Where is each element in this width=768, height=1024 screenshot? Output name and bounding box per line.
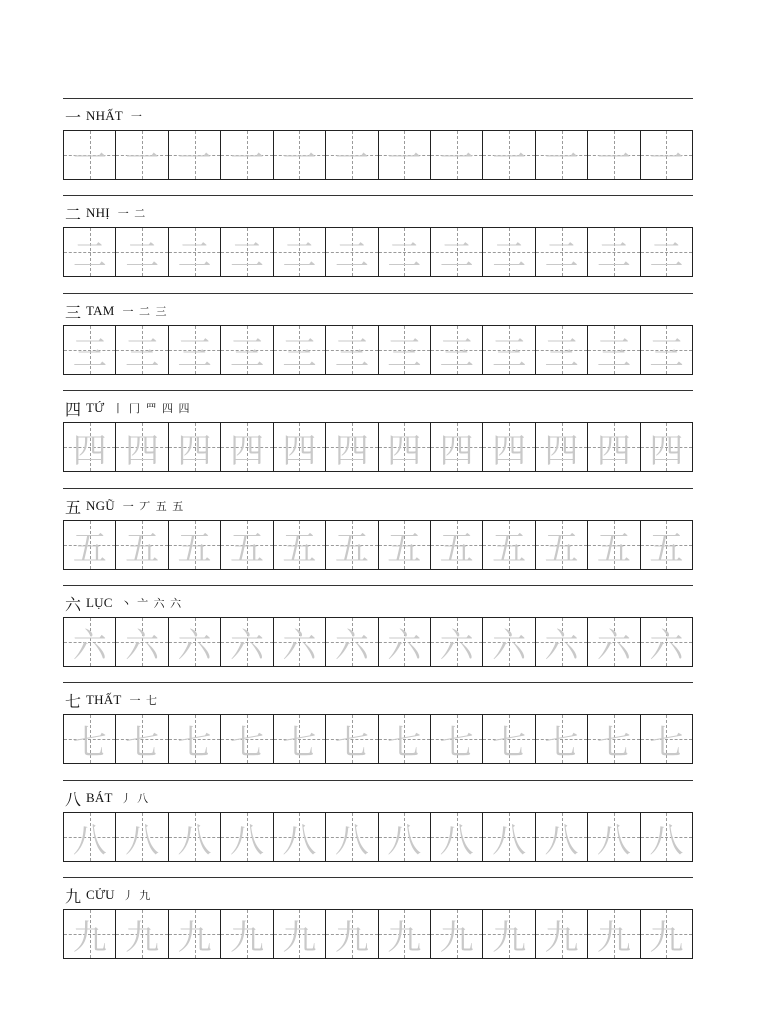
trace-character: 一 (596, 138, 631, 179)
trace-character: 三 (334, 333, 369, 374)
stroke-order: 丨 冂 罒 四 四 (112, 402, 191, 415)
trace-character: 七 (177, 722, 212, 763)
trace-character: 九 (72, 917, 107, 958)
trace-character: 三 (544, 333, 579, 374)
practice-cell[interactable] (379, 131, 431, 179)
practice-cell[interactable] (169, 618, 221, 666)
practice-cell[interactable] (379, 813, 431, 861)
character-section (63, 390, 693, 474)
trace-character: 四 (282, 430, 317, 471)
practice-cell[interactable] (431, 228, 483, 276)
trace-character: 七 (544, 722, 579, 763)
practice-cell[interactable] (326, 910, 378, 958)
trace-character: 一 (649, 138, 684, 179)
trace-character: 七 (125, 722, 160, 763)
trace-character: 五 (229, 528, 264, 569)
sino-vietnamese-reading: NGŨ (86, 498, 115, 513)
practice-cell[interactable] (536, 228, 588, 276)
trace-character: 六 (72, 625, 107, 666)
trace-character: 九 (125, 917, 160, 958)
trace-character: 六 (439, 625, 474, 666)
practice-grid-row (63, 714, 693, 764)
section-divider (63, 488, 693, 489)
practice-cell[interactable] (641, 910, 692, 958)
practice-cell[interactable] (326, 326, 378, 374)
practice-cell[interactable] (431, 423, 483, 471)
practice-cell[interactable] (116, 228, 168, 276)
trace-character: 九 (229, 917, 264, 958)
practice-cell[interactable] (379, 423, 431, 471)
trace-character: 四 (439, 430, 474, 471)
practice-grid-row (63, 227, 693, 277)
trace-character: 一 (229, 138, 264, 179)
practice-cell[interactable] (483, 131, 535, 179)
practice-cell[interactable] (536, 618, 588, 666)
practice-cell[interactable] (588, 423, 640, 471)
trace-character: 五 (439, 528, 474, 569)
trace-character: 二 (125, 235, 160, 276)
trace-character: 三 (72, 333, 107, 374)
practice-grid-row (63, 812, 693, 862)
practice-cell[interactable] (274, 131, 326, 179)
trace-character: 三 (229, 333, 264, 374)
practice-cell[interactable] (116, 423, 168, 471)
trace-character: 四 (596, 430, 631, 471)
practice-cell[interactable] (169, 228, 221, 276)
trace-character: 五 (649, 528, 684, 569)
practice-cell[interactable] (116, 715, 168, 763)
trace-character: 六 (544, 625, 579, 666)
trace-character: 八 (492, 820, 527, 861)
trace-character: 二 (177, 235, 212, 276)
practice-cell[interactable] (641, 521, 692, 569)
section-heading (65, 301, 167, 321)
section-divider (63, 682, 693, 683)
practice-cell[interactable] (379, 618, 431, 666)
trace-character: 三 (177, 333, 212, 374)
trace-character: 四 (387, 430, 422, 471)
section-heading (65, 885, 151, 905)
trace-character: 四 (492, 430, 527, 471)
practice-cell[interactable] (169, 813, 221, 861)
practice-cell[interactable] (274, 618, 326, 666)
trace-character: 九 (387, 917, 422, 958)
practice-cell[interactable] (221, 521, 273, 569)
trace-character: 二 (282, 235, 317, 276)
trace-character: 五 (177, 528, 212, 569)
practice-cell[interactable] (64, 131, 116, 179)
sino-vietnamese-reading: THẤT (86, 692, 122, 707)
practice-cell[interactable] (169, 521, 221, 569)
practice-cell[interactable] (221, 910, 273, 958)
sino-vietnamese-reading: BÁT (86, 790, 113, 805)
practice-cell[interactable] (64, 423, 116, 471)
practice-cell[interactable] (64, 326, 116, 374)
stroke-order: 一 二 (117, 207, 147, 220)
trace-character: 八 (125, 820, 160, 861)
sino-vietnamese-reading: LỤC (86, 595, 113, 610)
trace-character: 七 (229, 722, 264, 763)
practice-cell[interactable] (536, 423, 588, 471)
practice-cell[interactable] (536, 813, 588, 861)
practice-cell[interactable] (274, 715, 326, 763)
practice-cell[interactable] (274, 326, 326, 374)
sino-vietnamese-reading: CỬU (86, 887, 115, 902)
practice-cell[interactable] (588, 326, 640, 374)
stroke-order: 一 七 (129, 694, 158, 707)
practice-cell[interactable] (379, 228, 431, 276)
trace-character: 二 (229, 235, 264, 276)
practice-cell[interactable] (483, 326, 535, 374)
trace-character: 三 (282, 333, 317, 374)
section-heading (65, 106, 143, 126)
trace-character: 一 (387, 138, 422, 179)
hanzi-character: 五 (65, 497, 82, 517)
trace-character: 一 (492, 138, 527, 179)
sino-vietnamese-reading: TỨ (86, 400, 105, 415)
practice-cell[interactable] (588, 521, 640, 569)
trace-character: 六 (125, 625, 160, 666)
trace-character: 九 (282, 917, 317, 958)
section-heading (65, 496, 184, 516)
stroke-order: 丶 亠 六 六 (120, 597, 183, 610)
character-section (63, 682, 693, 766)
trace-character: 一 (177, 138, 212, 179)
section-heading (65, 788, 149, 808)
practice-cell[interactable] (274, 813, 326, 861)
practice-grid-row (63, 520, 693, 570)
practice-cell[interactable] (431, 618, 483, 666)
practice-cell[interactable] (169, 131, 221, 179)
hanzi-character: 一 (65, 107, 82, 127)
trace-character: 九 (544, 917, 579, 958)
practice-cell[interactable] (221, 131, 273, 179)
stroke-order: 丿 九 (122, 889, 152, 902)
character-section (63, 195, 693, 279)
trace-character: 四 (229, 430, 264, 471)
trace-character: 二 (596, 235, 631, 276)
trace-character: 五 (492, 528, 527, 569)
character-section (63, 877, 693, 961)
practice-cell[interactable] (536, 715, 588, 763)
trace-character: 一 (334, 138, 369, 179)
trace-character: 九 (439, 917, 474, 958)
practice-cell[interactable] (116, 618, 168, 666)
practice-cell[interactable] (116, 326, 168, 374)
trace-character: 七 (439, 722, 474, 763)
practice-cell[interactable] (274, 228, 326, 276)
practice-cell[interactable] (221, 618, 273, 666)
hanzi-character: 二 (65, 204, 82, 224)
practice-cell[interactable] (588, 910, 640, 958)
practice-cell[interactable] (431, 326, 483, 374)
practice-cell[interactable] (221, 715, 273, 763)
trace-character: 二 (649, 235, 684, 276)
trace-character: 五 (72, 528, 107, 569)
trace-character: 五 (282, 528, 317, 569)
trace-character: 八 (177, 820, 212, 861)
trace-character: 四 (334, 430, 369, 471)
practice-cell[interactable] (326, 521, 378, 569)
trace-character: 九 (334, 917, 369, 958)
section-divider (63, 98, 693, 99)
trace-character: 二 (72, 235, 107, 276)
practice-cell[interactable] (116, 131, 168, 179)
practice-cell[interactable] (536, 131, 588, 179)
trace-character: 六 (282, 625, 317, 666)
practice-cell[interactable] (431, 131, 483, 179)
trace-character: 三 (387, 333, 422, 374)
practice-cell[interactable] (169, 326, 221, 374)
trace-character: 七 (649, 722, 684, 763)
practice-cell[interactable] (169, 910, 221, 958)
practice-cell[interactable] (641, 715, 692, 763)
hanzi-character: 三 (65, 302, 82, 322)
trace-character: 六 (492, 625, 527, 666)
trace-character: 九 (177, 917, 212, 958)
practice-cell[interactable] (641, 618, 692, 666)
practice-cell[interactable] (169, 423, 221, 471)
practice-cell[interactable] (588, 715, 640, 763)
practice-grid-row (63, 422, 693, 472)
trace-character: 四 (649, 430, 684, 471)
practice-cell[interactable] (641, 326, 692, 374)
practice-cell[interactable] (536, 521, 588, 569)
practice-cell[interactable] (116, 813, 168, 861)
practice-cell[interactable] (64, 521, 116, 569)
trace-character: 五 (544, 528, 579, 569)
practice-cell[interactable] (221, 813, 273, 861)
stroke-order: 一 丆 五 五 (122, 500, 185, 513)
trace-character: 六 (387, 625, 422, 666)
trace-character: 六 (596, 625, 631, 666)
trace-character: 九 (492, 917, 527, 958)
practice-cell[interactable] (483, 715, 535, 763)
trace-character: 四 (72, 430, 107, 471)
section-heading (65, 593, 182, 613)
practice-cell[interactable] (483, 813, 535, 861)
sino-vietnamese-reading: NHỊ (86, 205, 110, 220)
trace-character: 二 (544, 235, 579, 276)
section-divider (63, 293, 693, 294)
section-divider (63, 585, 693, 586)
trace-character: 八 (596, 820, 631, 861)
practice-cell[interactable] (326, 813, 378, 861)
trace-character: 六 (334, 625, 369, 666)
trace-character: 四 (544, 430, 579, 471)
trace-character: 六 (177, 625, 212, 666)
section-heading (65, 398, 190, 418)
character-section (63, 585, 693, 669)
trace-character: 七 (72, 722, 107, 763)
practice-cell[interactable] (588, 813, 640, 861)
practice-cell[interactable] (379, 910, 431, 958)
trace-character: 二 (387, 235, 422, 276)
practice-cell[interactable] (64, 813, 116, 861)
practice-cell[interactable] (169, 715, 221, 763)
trace-character: 八 (544, 820, 579, 861)
practice-cell[interactable] (116, 910, 168, 958)
trace-character: 三 (492, 333, 527, 374)
practice-cell[interactable] (221, 423, 273, 471)
trace-character: 五 (596, 528, 631, 569)
practice-cell[interactable] (641, 228, 692, 276)
trace-character: 八 (387, 820, 422, 861)
trace-character: 三 (596, 333, 631, 374)
character-section (63, 780, 693, 864)
practice-cell[interactable] (64, 618, 116, 666)
trace-character: 一 (282, 138, 317, 179)
practice-cell[interactable] (483, 910, 535, 958)
practice-cell[interactable] (431, 910, 483, 958)
trace-character: 七 (334, 722, 369, 763)
practice-cell[interactable] (221, 326, 273, 374)
trace-character: 七 (282, 722, 317, 763)
trace-character: 五 (125, 528, 160, 569)
character-section (63, 488, 693, 572)
practice-cell[interactable] (274, 521, 326, 569)
trace-character: 一 (72, 138, 107, 179)
sino-vietnamese-reading: NHẤT (86, 108, 123, 123)
section-heading (65, 203, 146, 223)
practice-grid-row (63, 617, 693, 667)
practice-cell[interactable] (588, 228, 640, 276)
trace-character: 八 (649, 820, 684, 861)
hanzi-character: 六 (65, 594, 82, 614)
practice-cell[interactable] (116, 521, 168, 569)
trace-character: 一 (544, 138, 579, 179)
trace-character: 一 (125, 138, 160, 179)
trace-character: 五 (387, 528, 422, 569)
trace-character: 四 (177, 430, 212, 471)
hanzi-character: 四 (65, 399, 82, 419)
practice-cell[interactable] (641, 813, 692, 861)
trace-character: 九 (596, 917, 631, 958)
practice-cell[interactable] (483, 521, 535, 569)
practice-cell[interactable] (588, 618, 640, 666)
trace-character: 四 (125, 430, 160, 471)
trace-character: 八 (334, 820, 369, 861)
practice-cell[interactable] (431, 813, 483, 861)
practice-cell[interactable] (483, 618, 535, 666)
trace-character: 八 (439, 820, 474, 861)
trace-character: 三 (439, 333, 474, 374)
practice-cell[interactable] (221, 228, 273, 276)
practice-cell[interactable] (379, 326, 431, 374)
practice-grid-row (63, 909, 693, 959)
practice-cell[interactable] (326, 131, 378, 179)
section-divider (63, 195, 693, 196)
section-divider (63, 390, 693, 391)
trace-character: 八 (282, 820, 317, 861)
practice-grid-row (63, 325, 693, 375)
practice-cell[interactable] (431, 521, 483, 569)
practice-cell[interactable] (483, 423, 535, 471)
trace-character: 八 (72, 820, 107, 861)
hanzi-character: 八 (65, 789, 82, 809)
trace-character: 二 (334, 235, 369, 276)
trace-character: 二 (492, 235, 527, 276)
practice-cell[interactable] (641, 131, 692, 179)
practice-cell[interactable] (641, 423, 692, 471)
section-heading (65, 690, 158, 710)
trace-character: 六 (649, 625, 684, 666)
practice-cell[interactable] (326, 228, 378, 276)
trace-character: 七 (492, 722, 527, 763)
trace-character: 三 (125, 333, 160, 374)
practice-cell[interactable] (536, 326, 588, 374)
section-divider (63, 780, 693, 781)
trace-character: 三 (649, 333, 684, 374)
sino-vietnamese-reading: TAM (86, 303, 115, 318)
practice-cell[interactable] (483, 228, 535, 276)
practice-cell[interactable] (326, 715, 378, 763)
trace-character: 二 (439, 235, 474, 276)
practice-cell[interactable] (379, 521, 431, 569)
practice-cell[interactable] (64, 910, 116, 958)
practice-cell[interactable] (379, 715, 431, 763)
practice-cell[interactable] (588, 131, 640, 179)
practice-cell[interactable] (326, 423, 378, 471)
practice-cell[interactable] (326, 618, 378, 666)
practice-cell[interactable] (64, 715, 116, 763)
trace-character: 一 (439, 138, 474, 179)
trace-character: 六 (229, 625, 264, 666)
trace-character: 五 (334, 528, 369, 569)
trace-character: 七 (387, 722, 422, 763)
stroke-order: 一 (130, 110, 143, 123)
practice-cell[interactable] (274, 910, 326, 958)
practice-cell[interactable] (274, 423, 326, 471)
character-section (63, 293, 693, 377)
practice-cell[interactable] (536, 910, 588, 958)
trace-character: 七 (596, 722, 631, 763)
character-section (63, 98, 693, 182)
trace-character: 八 (229, 820, 264, 861)
section-divider (63, 877, 693, 878)
hanzi-character: 九 (65, 886, 82, 906)
hanzi-character: 七 (65, 691, 82, 711)
practice-grid-row (63, 130, 693, 180)
stroke-order: 丿 八 (120, 792, 150, 805)
practice-cell[interactable] (64, 228, 116, 276)
stroke-order: 一 二 三 (122, 305, 168, 318)
practice-cell[interactable] (431, 715, 483, 763)
trace-character: 九 (649, 917, 684, 958)
